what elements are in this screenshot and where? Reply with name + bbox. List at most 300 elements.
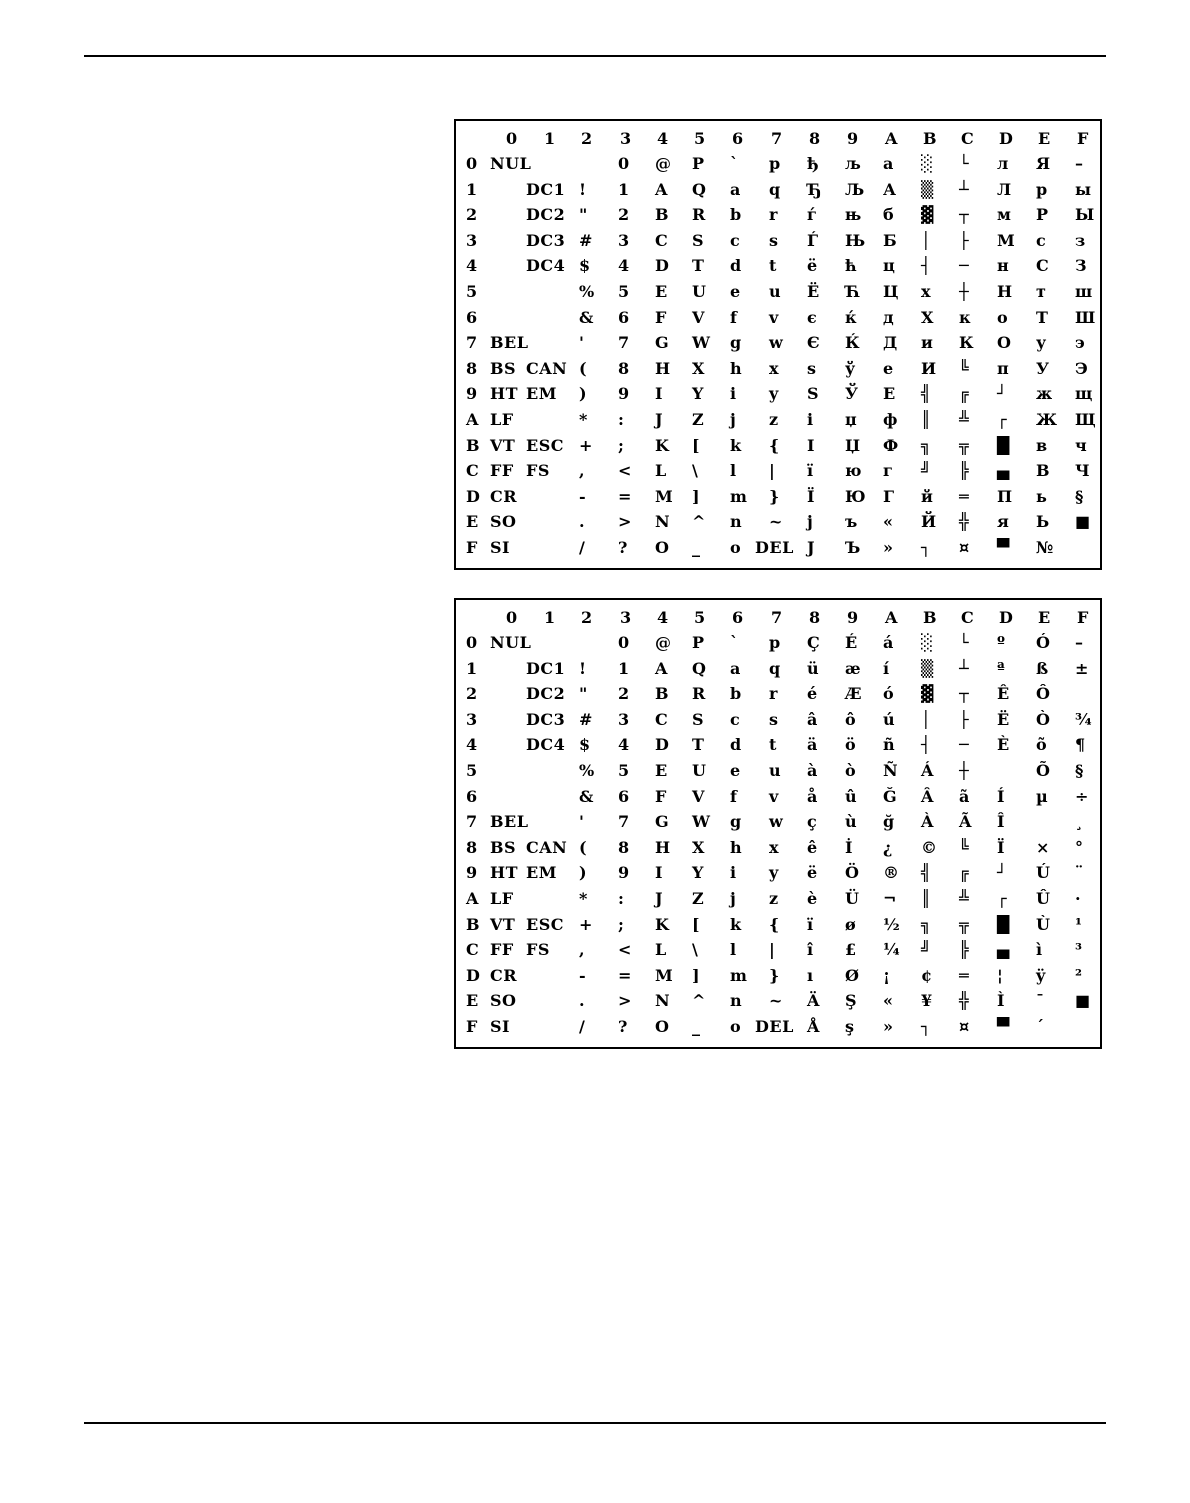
code-cell: V	[692, 786, 705, 806]
code-cell: À	[921, 812, 934, 832]
code-cell: B	[655, 684, 669, 704]
code-cell: É	[845, 633, 858, 652]
code-cell: (	[579, 358, 587, 378]
code-cell: ^	[692, 512, 706, 532]
code-cell: û	[845, 786, 857, 806]
code-cell: İ	[845, 837, 853, 857]
code-cell: CAN	[526, 837, 568, 857]
code-cell: Õ	[1036, 761, 1050, 780]
code-cell: С	[1036, 256, 1049, 276]
code-cell: DEL	[755, 538, 794, 557]
code-cell: FF	[490, 940, 514, 960]
code-cell: ║	[921, 410, 931, 429]
row-header: B	[466, 435, 480, 455]
code-cell: 6	[618, 307, 630, 327]
row-header: E	[466, 512, 479, 532]
code-cell: H	[655, 837, 671, 857]
code-cell: ┼	[959, 282, 969, 301]
row-header: 3	[466, 230, 478, 250]
code-cell: Н	[997, 282, 1013, 301]
code-cell: 3	[618, 709, 630, 729]
code-cell: Ä	[807, 991, 820, 1011]
code-cell: Æ	[845, 684, 862, 704]
column-header: 5	[694, 608, 706, 627]
column-header: B	[923, 129, 937, 148]
code-cell: ║	[921, 889, 931, 908]
row-header: 8	[466, 358, 478, 378]
code-cell: VT	[490, 914, 516, 934]
code-cell: ■	[1075, 512, 1091, 532]
column-header: D	[999, 129, 1013, 148]
code-cell: г	[883, 461, 893, 481]
code-cell: ▓	[921, 684, 934, 704]
code-cell: Û	[1036, 889, 1050, 908]
code-cell: i	[730, 384, 737, 404]
code-cell: └	[959, 154, 969, 173]
code-cell: ¯	[1036, 991, 1044, 1011]
code-cell: y	[769, 384, 779, 404]
code-cell: н	[997, 256, 1009, 276]
code-cell: ж	[1036, 384, 1053, 404]
code-cell: ђ	[807, 154, 819, 173]
code-cell: │	[921, 709, 931, 729]
code-cell: ░	[921, 633, 934, 652]
code-cell: ö	[845, 735, 856, 755]
code-cell: VT	[490, 435, 516, 455]
code-cell: "	[579, 205, 588, 225]
code-cell: LF	[490, 889, 514, 908]
row-header: 5	[466, 282, 478, 301]
code-cell: =	[618, 486, 632, 506]
column-header: 1	[544, 608, 556, 627]
code-cell: _	[692, 1017, 700, 1036]
code-cell: DC4	[526, 256, 566, 276]
code-cell: NUL	[490, 154, 532, 173]
code-cell: 6	[618, 786, 630, 806]
code-cell: ¥	[921, 991, 933, 1011]
code-cell: E	[655, 761, 668, 780]
code-cell: Ø	[845, 965, 859, 985]
code-cell: Ж	[1036, 410, 1057, 429]
code-cell: @	[655, 633, 671, 652]
code-cell: щ	[1075, 384, 1093, 404]
code-cell: 1	[618, 179, 630, 199]
code-cell: F	[655, 307, 667, 327]
code-cell: BS	[490, 358, 517, 378]
row-header: 4	[466, 256, 478, 276]
code-cell: DC3	[526, 709, 566, 729]
code-cell: с	[1036, 230, 1046, 250]
code-cell: L	[655, 940, 667, 960]
code-cell: ğ	[883, 812, 895, 832]
code-cell: '	[579, 812, 584, 832]
code-cell: Ш	[1075, 307, 1096, 327]
code-cell: ┴	[959, 179, 969, 199]
code-cell: Њ	[845, 230, 866, 250]
code-cell: ┬	[959, 205, 969, 225]
code-cell: é	[807, 684, 818, 704]
code-cell: ц	[883, 256, 895, 276]
code-cell: {	[769, 914, 780, 934]
code-cell: ы	[1075, 179, 1092, 199]
code-cell: `	[730, 154, 738, 173]
code-cell: |	[769, 940, 775, 960]
code-cell: SI	[490, 1017, 511, 1036]
code-cell: W	[692, 812, 710, 832]
row-header: B	[466, 914, 480, 934]
code-cell: ó	[883, 684, 894, 704]
code-cell: ?	[618, 1017, 628, 1036]
code-cell: Ü	[845, 889, 859, 908]
code-cell: $	[579, 256, 591, 276]
code-cell: 8	[618, 837, 630, 857]
code-cell: ├	[959, 230, 969, 250]
code-cell: <	[618, 461, 632, 481]
code-cell: а	[883, 154, 894, 173]
code-cell: Ò	[1036, 709, 1050, 729]
code-cell: у	[1036, 333, 1047, 353]
code-cell: 4	[618, 256, 630, 276]
code-cell: }	[769, 965, 780, 985]
column-header: F	[1077, 129, 1089, 148]
code-cell: ~	[769, 991, 783, 1011]
code-cell: ¼	[883, 940, 900, 960]
code-cell: б	[883, 205, 894, 225]
code-cell: Ю	[845, 486, 866, 506]
column-header: 2	[581, 129, 593, 148]
code-cell: ù	[845, 812, 857, 832]
code-cell: Ѓ	[807, 230, 819, 250]
code-cell: ┘	[997, 863, 1007, 883]
code-cell: Ф	[883, 435, 899, 455]
code-cell: ├	[959, 709, 969, 729]
code-cell: ╗	[921, 435, 931, 455]
code-cell: È	[997, 735, 1010, 755]
code-cell: DC1	[526, 658, 566, 678]
code-cell: К	[959, 333, 974, 353]
code-cell: 7	[618, 812, 630, 832]
row-header: 3	[466, 709, 478, 729]
row-header: A	[466, 889, 479, 908]
code-cell: u	[769, 761, 781, 780]
code-cell: ³	[1075, 940, 1083, 960]
code-cell: CR	[490, 486, 518, 506]
column-header: 2	[581, 608, 593, 627]
code-cell: U	[692, 761, 706, 780]
code-cell: C	[655, 230, 668, 250]
column-header: E	[1038, 129, 1051, 148]
code-cell: SO	[490, 991, 517, 1011]
code-cell: Й	[921, 512, 937, 532]
code-cell: Ú	[1036, 863, 1050, 883]
code-cell: BEL	[490, 333, 529, 353]
code-cell: (	[579, 837, 587, 857]
code-cell: ф	[883, 410, 898, 429]
column-header: F	[1077, 608, 1089, 627]
code-cell: p	[769, 154, 781, 173]
code-cell: w	[769, 333, 783, 353]
code-cell: *	[579, 410, 588, 429]
code-cell: ▀	[997, 1017, 1010, 1036]
code-cell: └	[959, 633, 969, 652]
code-cell: т	[1036, 282, 1046, 301]
code-cell: £	[845, 940, 857, 960]
code-cell: ]	[692, 965, 700, 985]
code-cell: Ї	[807, 486, 815, 506]
code-cell: x	[769, 358, 779, 378]
code-cell: ÷	[1075, 786, 1089, 806]
row-header: 6	[466, 307, 478, 327]
row-header: F	[466, 538, 478, 557]
code-cell: Ç	[807, 633, 820, 652]
code-cell: EM	[526, 384, 557, 404]
code-cell: o	[730, 538, 741, 557]
code-cell: ì	[1036, 940, 1043, 960]
code-cell: З	[1075, 256, 1087, 276]
code-cell: R	[692, 684, 706, 704]
code-cell: CAN	[526, 358, 568, 378]
column-header: 6	[732, 608, 744, 627]
code-cell: m	[730, 486, 747, 506]
code-cell: [	[692, 435, 700, 455]
character-table-2	[454, 598, 1102, 1049]
code-cell: P	[692, 154, 705, 173]
code-cell: w	[769, 812, 783, 832]
code-cell: Ş	[845, 991, 857, 1011]
code-cell: ş	[845, 1017, 855, 1036]
code-cell: Y	[692, 384, 704, 404]
code-cell: n	[730, 512, 742, 532]
code-cell: F	[655, 786, 667, 806]
code-cell: y	[769, 863, 779, 883]
code-cell: j	[730, 889, 736, 908]
code-cell: ┘	[997, 384, 1007, 404]
code-cell: !	[579, 658, 587, 678]
code-cell: `	[730, 633, 738, 652]
code-cell: K	[655, 435, 669, 455]
code-cell: CR	[490, 965, 518, 985]
code-cell: «	[883, 991, 893, 1011]
footer-rule	[84, 1422, 1106, 1424]
code-cell: n	[730, 991, 742, 1011]
code-cell: ´	[1036, 1017, 1044, 1036]
code-cell: ј	[807, 512, 813, 532]
code-cell: )	[579, 863, 587, 883]
code-cell: ¿	[883, 837, 893, 857]
code-cell: О	[997, 333, 1011, 353]
code-cell: I	[655, 384, 663, 404]
code-cell: Ђ	[807, 179, 822, 199]
code-cell: ;	[618, 435, 624, 455]
code-cell: o	[730, 1017, 741, 1036]
code-cell: м	[997, 205, 1011, 225]
code-cell: q	[769, 658, 781, 678]
column-header: 4	[657, 129, 669, 148]
code-cell: І	[807, 435, 815, 455]
code-cell: ®	[883, 863, 899, 883]
row-header: 1	[466, 179, 478, 199]
code-cell: S	[692, 709, 704, 729]
code-cell: °	[1075, 837, 1083, 857]
code-cell: ў	[845, 358, 856, 378]
code-cell: \	[692, 940, 698, 960]
code-cell: │	[921, 230, 931, 250]
code-cell: }	[769, 486, 780, 506]
code-cell: ѕ	[807, 358, 817, 378]
code-cell: u	[769, 282, 781, 301]
code-cell: о	[997, 307, 1008, 327]
code-cell: »	[883, 1017, 893, 1036]
code-cell: ½	[883, 914, 900, 934]
code-cell: ~	[769, 512, 783, 532]
code-cell: ю	[845, 461, 862, 481]
column-header: E	[1038, 608, 1051, 627]
code-cell: k	[730, 914, 742, 934]
row-header: 2	[466, 205, 478, 225]
code-cell: c	[730, 709, 740, 729]
code-cell: Ы	[1075, 205, 1095, 225]
code-cell: џ	[845, 410, 857, 429]
column-header: 8	[809, 608, 821, 627]
code-cell: K	[655, 914, 669, 934]
code-cell: $	[579, 735, 591, 755]
code-cell: П	[997, 486, 1013, 506]
code-cell: ô	[845, 709, 856, 729]
code-cell: ÿ	[1036, 965, 1046, 985]
code-cell: ┌	[997, 410, 1007, 429]
code-cell: ×	[1036, 837, 1050, 857]
code-cell: @	[655, 154, 671, 173]
code-cell: z	[769, 889, 779, 908]
row-header: A	[466, 410, 479, 429]
code-cell: !	[579, 179, 587, 199]
code-cell: Є	[807, 333, 820, 353]
code-cell: ;	[618, 914, 624, 934]
code-cell: r	[769, 684, 778, 704]
code-cell: Љ	[845, 179, 865, 199]
code-cell: x	[769, 837, 779, 857]
code-cell: æ	[845, 658, 861, 678]
code-cell: U	[692, 282, 706, 301]
row-header: 4	[466, 735, 478, 755]
code-cell: Ќ	[845, 333, 860, 353]
code-cell: D	[655, 256, 669, 276]
code-cell: %	[579, 761, 595, 780]
header-rule	[84, 55, 1106, 57]
code-cell: █	[997, 435, 1010, 455]
code-cell: ¬	[883, 889, 897, 908]
column-header: 1	[544, 129, 556, 148]
column-header: A	[885, 129, 898, 148]
code-cell: ¤	[959, 538, 970, 557]
code-cell: ï	[807, 914, 814, 934]
code-cell: В	[1036, 461, 1050, 481]
code-cell: ¹	[1075, 914, 1083, 934]
code-cell: л	[997, 154, 1009, 173]
column-header: B	[923, 608, 937, 627]
code-cell: .	[579, 991, 585, 1011]
code-cell: Ğ	[883, 786, 897, 806]
code-cell: њ	[845, 205, 862, 225]
code-cell: J	[655, 889, 663, 908]
code-cell: V	[692, 307, 705, 327]
code-cell: è	[807, 889, 818, 908]
code-cell: k	[730, 435, 742, 455]
code-cell: ╦	[959, 914, 969, 934]
code-cell: ╠	[959, 940, 969, 960]
code-cell: ■	[1075, 991, 1091, 1011]
column-header: 7	[771, 129, 783, 148]
code-cell: ?	[618, 538, 628, 557]
column-header: 3	[620, 129, 632, 148]
code-cell: э	[1075, 333, 1085, 353]
code-cell: Ë	[997, 709, 1010, 729]
code-cell: º	[997, 633, 1005, 652]
code-cell: 5	[618, 761, 630, 780]
code-cell: DC1	[526, 179, 566, 199]
code-cell: ú	[883, 709, 895, 729]
code-cell: C	[655, 709, 668, 729]
code-cell: Á	[921, 761, 934, 780]
code-cell: S	[692, 230, 704, 250]
code-cell: Ц	[883, 282, 899, 301]
code-cell: –	[1075, 154, 1083, 173]
code-cell: ß	[1036, 658, 1049, 678]
code-cell: Д	[883, 333, 898, 353]
code-cell: /	[579, 1017, 585, 1036]
code-cell: DC3	[526, 230, 566, 250]
code-cell: 3	[618, 230, 630, 250]
code-cell: Г	[883, 486, 895, 506]
code-cell: –	[1075, 633, 1083, 652]
code-cell: М	[997, 230, 1015, 250]
code-cell: h	[730, 837, 742, 857]
code-cell: a	[730, 179, 741, 199]
code-cell: ╣	[921, 384, 931, 404]
code-cell: й	[921, 486, 933, 506]
code-cell: '	[579, 333, 584, 353]
column-header: 4	[657, 608, 669, 627]
code-cell: ё	[807, 256, 818, 276]
code-cell: Q	[692, 658, 706, 678]
code-cell: HT	[490, 863, 519, 883]
code-cell: ╬	[959, 512, 969, 532]
code-cell: Э	[1075, 358, 1088, 378]
code-cell: ─	[959, 735, 969, 755]
code-cell: W	[692, 333, 710, 353]
code-cell: B	[655, 205, 669, 225]
code-cell: Ћ	[845, 282, 861, 301]
code-cell: Â	[921, 786, 934, 806]
code-cell: Ã	[959, 812, 972, 832]
code-cell: O	[655, 1017, 669, 1036]
code-cell: ▒	[921, 179, 934, 199]
code-cell: ,	[579, 461, 585, 481]
code-cell: 1	[618, 658, 630, 678]
code-cell: Џ	[845, 435, 861, 455]
code-cell: ░	[921, 154, 934, 173]
code-cell: J	[655, 410, 663, 429]
code-cell: ї	[807, 461, 814, 481]
code-cell: l	[730, 940, 737, 960]
code-cell: ò	[845, 761, 856, 780]
code-cell: T	[692, 735, 704, 755]
code-cell: í	[883, 658, 890, 678]
code-cell: Î	[997, 812, 1005, 832]
code-cell: е	[883, 358, 894, 378]
code-cell: ┼	[959, 761, 969, 780]
code-cell: и	[921, 333, 933, 353]
